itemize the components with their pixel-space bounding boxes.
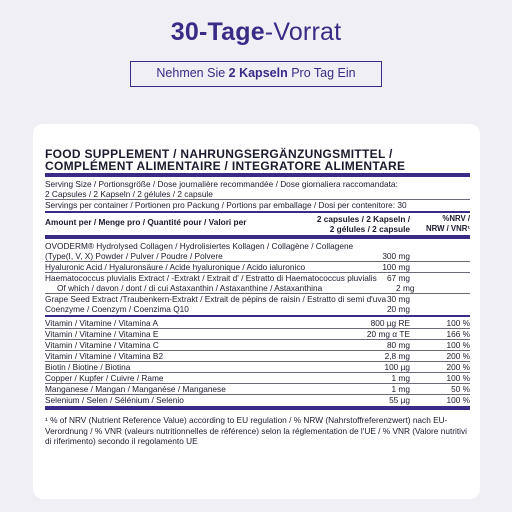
column-header-nrv <box>410 214 470 234</box>
nutrient-nrv: 200 % <box>446 362 470 372</box>
table-row <box>45 241 470 251</box>
nutrient-name: Hyaluronic Acid / Hyaluronsäure / Acide hyaluronique / Acido ialuronico <box>45 262 306 272</box>
nutrient-name: Copper / Kupfer / Cuivre / Rame <box>45 373 164 383</box>
nutrient-amount: 20 mg α TE <box>366 329 410 339</box>
nutrient-amount: 300 mg <box>382 251 410 261</box>
table-row <box>45 373 470 383</box>
table-row <box>45 273 470 283</box>
divider <box>45 315 470 317</box>
nutrient-name: Haematococcus pluvialis Extract / -Extrakt / Extrait d' / Estratto di Haematococcus pluvialis <box>45 273 377 283</box>
servings-per-container: Servings per container / Portionen pro Packung / Portions par emballage / Dosi per contenitore: 30 <box>45 200 407 210</box>
column-header-dose <box>310 214 410 234</box>
table-row <box>45 384 470 394</box>
nutrient-nrv: 100 % <box>446 340 470 350</box>
column-header-dose-line2: 2 gélules / 2 capsule <box>329 224 410 234</box>
nutrient-name: OVODERM® Hydrolysed Collagen / Hydrolisiertes Kollagen / Collagène / Collagene <box>45 241 354 251</box>
nutrient-amount: 100 µg <box>384 362 410 372</box>
nutrient-amount: 55 µg <box>389 395 410 405</box>
column-header-amount: Amount per / Menge pro / Quantité pour / Valori per <box>45 217 247 227</box>
table-row <box>45 262 470 272</box>
nutrient-name: Coenzyme / Coenzym / Coenzima Q10 <box>45 304 189 314</box>
nutrient-nrv: 166 % <box>446 329 470 339</box>
label-title-line2: COMPLÉMENT ALIMENTAIRE / INTEGRATORE ALIMENTARE <box>45 159 406 173</box>
serving-size-line1: Serving Size / Portionsgröße / Dose journalière recommandée / Dose giornaliera raccomandata: <box>45 179 398 189</box>
supplement-facts-panel <box>45 148 470 447</box>
table-header <box>45 214 470 234</box>
nutrient-amount: 67 mg <box>386 273 410 283</box>
column-header-nrv-line2: NRW / VNR¹ <box>425 224 470 233</box>
nutrient-name: Biotin / Biotine / Biotina <box>45 362 131 372</box>
column-header-dose-line1: 2 capsules / 2 Kapseln / <box>316 214 410 224</box>
table-row <box>45 318 470 328</box>
nutrient-name: Grape Seed Extract /Traubenkern-Extrakt / Extrait de pépins de raisin / Estratto di semi d'uva <box>45 294 387 304</box>
table-row <box>45 362 470 372</box>
nutrient-amount: 100 mg <box>382 262 410 272</box>
title-rest: -Vorrat <box>264 18 342 46</box>
divider <box>45 406 470 410</box>
table-row <box>45 329 470 339</box>
column-header-nrv-line1: %NRV / <box>442 214 470 223</box>
nutrient-amount: 2 mg <box>396 283 415 293</box>
nutrient-amount: 30 mg <box>386 294 410 304</box>
title-bold: 30-Tage <box>170 18 265 46</box>
nutrient-nrv: 100 % <box>446 395 470 405</box>
table-row <box>45 340 470 350</box>
table-row <box>45 351 470 361</box>
table-row <box>45 395 470 405</box>
label-title <box>45 148 470 172</box>
nutrient-nrv: 100 % <box>446 318 470 328</box>
nutrient-name: Vitamin / Vitamine / Vitamina A <box>45 318 158 328</box>
banner-text-pre: Nehmen Sie <box>156 66 229 80</box>
nutrient-amount: 1 mg <box>391 384 410 394</box>
supplement-facts-card <box>33 124 480 499</box>
table-row <box>45 304 470 314</box>
nutrient-amount: 800 µg RE <box>370 318 410 328</box>
nutrient-table <box>45 241 470 405</box>
nutrient-nrv: 50 % <box>451 384 470 394</box>
serving-size-line2: 2 Capsules / 2 Kapseln / 2 gélules / 2 capsule <box>45 189 213 199</box>
nutrient-amount: 2,8 mg <box>384 351 410 361</box>
nutrient-name: (Type(I, V, X) Powder / Pulver / Poudre / Polvere <box>45 251 223 261</box>
table-row <box>45 251 470 261</box>
nutrient-amount: 80 mg <box>386 340 410 350</box>
label-title-line1: FOOD SUPPLEMENT / NAHRUNGSERGÄNZUNGSMITTEL / <box>45 147 393 161</box>
nutrient-name: Selenium / Selen / Sélénium / Selenio <box>45 395 184 405</box>
nutrient-name: Vitamin / Vitamine / Vitamina E <box>45 329 159 339</box>
divider <box>45 235 470 239</box>
nutrient-name: Of which / davon / dont / di cui Astaxanthin / Astaxanthine / Astaxanthina <box>57 283 323 293</box>
nutrient-name: Manganese / Mangan / Manganèse / Manganese <box>45 384 226 394</box>
table-row <box>45 283 470 293</box>
banner-text-post: Pro Tag Ein <box>287 66 356 80</box>
nutrient-name: Vitamin / Vitamine / Vitamina C <box>45 340 159 350</box>
table-row <box>45 294 470 304</box>
divider <box>45 211 470 213</box>
nutrient-amount: 1 mg <box>391 373 410 383</box>
nutrient-name: Vitamin / Vitamine / Vitamina B2 <box>45 351 164 361</box>
banner-text-bold: 2 Kapseln <box>228 66 288 80</box>
page-title <box>0 18 512 47</box>
nutrient-nrv: 200 % <box>446 351 470 361</box>
footnote: ¹ % of NRV (Nutrient Reference Value) according to EU regulation / % NRW (Nahrstoffreferenzwert) nach EU-Verordnung / % VNR (valeurs nutritionnelles de référence) selon la réglementation de l'UE / % VNR (Valore nutritivi di riferimento) secondo il regolamento UE <box>45 415 468 446</box>
dosage-banner <box>130 61 382 87</box>
nutrient-amount: 20 mg <box>386 304 410 314</box>
nutrient-nrv: 100 % <box>446 373 470 383</box>
divider <box>45 173 470 177</box>
